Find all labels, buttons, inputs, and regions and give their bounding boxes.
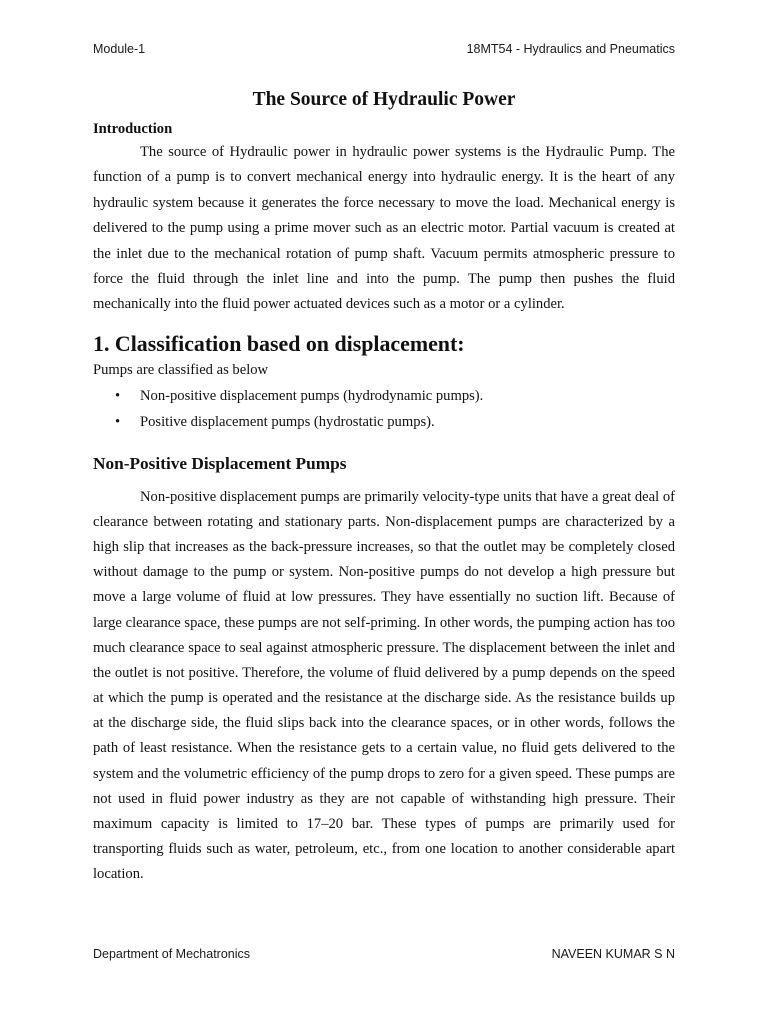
header-module-label: Module-1 (93, 42, 146, 56)
header-course-label: 18MT54 - Hydraulics and Pneumatics (466, 42, 675, 56)
footer-author-label: NAVEEN KUMAR S N (551, 947, 675, 961)
introduction-heading: Introduction (93, 121, 173, 137)
list-item-text: Positive displacement pumps (hydrostatic pumps). (140, 413, 435, 430)
page-header (93, 42, 675, 56)
non-positive-displacement-paragraph: Non-positive displacement pumps are primarily velocity-type units that have a great deal of clearance between rotating and stationary parts. Non-displacement pumps are characterized by a high slip that increases as the back-pressure increases, so that the outlet may be completely closed without damage to the pump or system. Non-positive pumps do not develop a high pressure but move a large volume of fluid at low pressures. They have essentially no suction lift. Because of large clearance space, these pumps are not self-priming. In other words, the pumping action has too much clearance space to seal against atmospheric pressure. The displacement between the inlet and the outlet is not positive. Therefore, the volume of fluid delivered by a pump depends on the speed at which the pump is operated and the resistance at the discharge side. As the resistance builds up at the discharge side, the fluid slips back into the clearance spaces, or in other words, follows the path of least resistance. When the resistance gets to a certain value, no fluid gets delivered to the system and the volumetric efficiency of the pump drops to zero for a given speed. These pumps are not used in fluid power industry as they are not capable of withstanding high pressure. Their maximum capacity is limited to 17–20 bar. These types of pumps are primarily used for transporting fluids such as water, petroleum, etc., from one location to another considerable apart location. (93, 488, 675, 883)
page-footer (93, 947, 675, 961)
document-title: The Source of Hydraulic Power (252, 89, 516, 110)
introduction-paragraph: The source of Hydraulic power in hydraulic power systems is the Hydraulic Pump. The function of a pump is to convert mechanical energy into hydraulic energy. It is the heart of any hydraulic system because it generates the force necessary to move the load. Mechanical energy is delivered to the pump using a prime mover such as an electric motor. Partial vacuum is created at the inlet due to the mechanical rotation of pump shaft. Vacuum permits atmospheric pressure to force the fluid through the inlet line and into the pump. The pump then pushes the fluid mechanically into the fluid power actuated devices such as a motor or a cylinder. (93, 144, 675, 313)
non-positive-displacement-heading: Non-Positive Displacement Pumps (93, 453, 347, 473)
bullet-icon: • (115, 413, 121, 430)
footer-department-label: Department of Mechatronics (93, 947, 251, 961)
classification-list (93, 383, 675, 435)
list-item (93, 383, 675, 409)
page-content (93, 86, 675, 887)
list-item-text: Non-positive displacement pumps (hydrodynamic pumps). (140, 387, 484, 404)
classification-intro: Pumps are classified as below (93, 361, 269, 378)
list-item (93, 409, 675, 435)
bullet-icon: • (115, 387, 121, 404)
classification-heading: 1. Classification based on displacement: (93, 330, 465, 356)
